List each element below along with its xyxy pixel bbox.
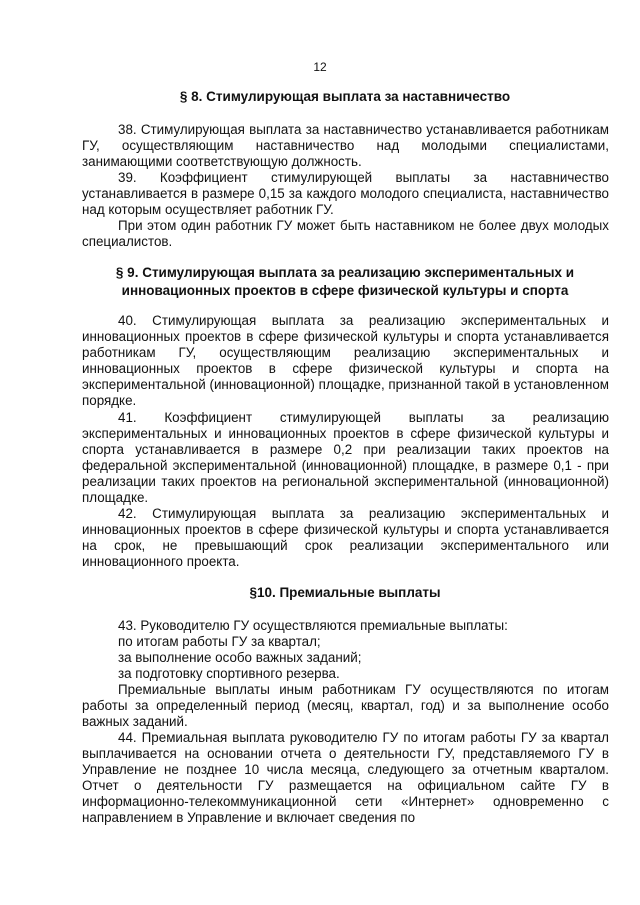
- paragraph-44: 44. Премиальная выплата руководителю ГУ по итогам работы ГУ за квартал выплачивается на основании отчета о деятельности ГУ, представляемого ГУ в Управление не позднее 10 числа месяца, следующего за отчетным кварталом. Отчет о деятельности ГУ размещается на официальном сайте ГУ в информационно-телекоммуникационной сети «Интернет» одновременно с направлением в Управление и включает сведения по: [82, 730, 609, 826]
- paragraph-40: 40. Стимулирующая выплата за реализацию экспериментальных и инновационных проектов в сфере физической культуры и спорта устанавливается работникам ГУ, осуществляющим реализацию экспериментальных и инновационных проектов в сфере физической культуры и спорта на экспериментальной (инновационной) площадке, признанной такой в установленном порядке.: [82, 313, 609, 409]
- paragraph-43-note: Премиальные выплаты иным работникам ГУ осуществляются по итогам работы за определенный период (месяц, квартал, год) и за выполнение особо важных заданий.: [82, 682, 609, 730]
- page-number: 12: [313, 60, 327, 74]
- paragraph-38: 38. Стимулирующая выплата за наставничество устанавливается работникам ГУ, осуществляющим наставничество над молодыми специалистами, занимающими соответствующую должность.: [82, 122, 609, 170]
- paragraph-43: 43. Руководителю ГУ осуществляются премиальные выплаты:: [118, 618, 508, 633]
- list-item: по итогам работы ГУ за квартал;: [118, 634, 321, 649]
- paragraph-39: 39. Коэффициент стимулирующей выплаты за наставничество устанавливается в размере 0,15 за каждого молодого специалиста, наставничество над которым осуществляет работник ГУ.: [82, 170, 609, 218]
- paragraph-39-note: При этом один работник ГУ может быть наставником не более двух молодых специалистов.: [82, 218, 609, 250]
- list-item: за подготовку спортивного резерва.: [118, 666, 340, 681]
- list-item: за выполнение особо важных заданий;: [118, 650, 362, 665]
- paragraph-42: 42. Стимулирующая выплата за реализацию экспериментальных и инновационных проектов в сфере физической культуры и спорта устанавливается на срок, не превышающий срок реализации экспериментального или инновационного проекта.: [82, 506, 609, 570]
- section-8-heading: § 8. Стимулирующая выплата за наставничество: [179, 89, 511, 104]
- section-10-heading: §10. Премиальные выплаты: [249, 585, 441, 600]
- section-9-heading: § 9. Стимулирующая выплата за реализацию экспериментальных и инновационных проектов в сфере физической культуры и спорта: [115, 265, 575, 298]
- paragraph-41: 41. Коэффициент стимулирующей выплаты за реализацию экспериментальных и инновационных проектов в сфере физической культуры и спорта устанавливается в размере 0,2 при реализации таких проектов на федеральной экспериментальной (инновационной) площадке, в размере 0,1 - при реализации таких проектов на региональной экспериментальной (инновационной) площадке.: [82, 410, 609, 506]
